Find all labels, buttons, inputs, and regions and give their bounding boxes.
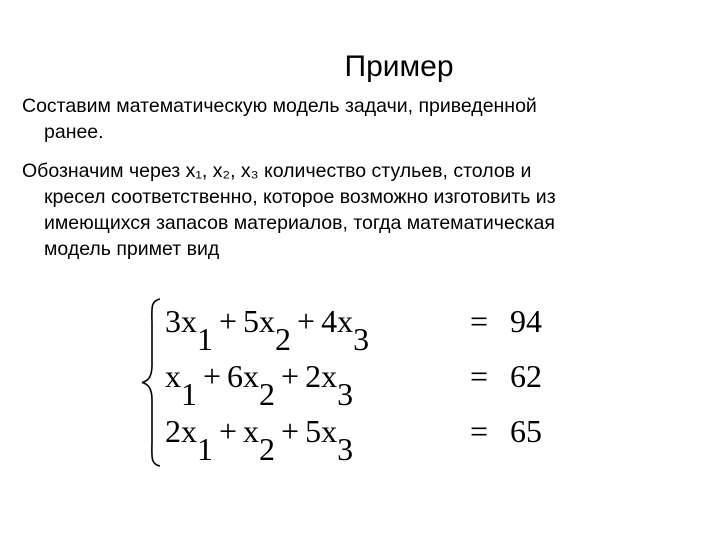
equation-lhs bbox=[165, 303, 370, 357]
term-subscript: 1 bbox=[197, 431, 213, 467]
term-subscript: 1 bbox=[197, 321, 213, 357]
term-coefficient: x bbox=[165, 358, 181, 394]
term-coefficient: 5x bbox=[243, 303, 276, 339]
plus-operator: + bbox=[219, 413, 238, 449]
equation-system bbox=[140, 295, 580, 470]
term-coefficient: 6x bbox=[227, 358, 260, 394]
equation-row bbox=[165, 303, 565, 359]
equation-rhs: 62 bbox=[510, 358, 542, 394]
intro-line-1: Составим математическую модель задачи, приведенной bbox=[22, 95, 537, 117]
definition-paragraph bbox=[22, 158, 702, 262]
equals-sign: = bbox=[470, 358, 489, 394]
term-subscript: 2 bbox=[275, 321, 292, 357]
term-coefficient: 5x bbox=[305, 413, 338, 449]
equation-row bbox=[165, 358, 565, 414]
intro-paragraph bbox=[22, 93, 702, 145]
equals-sign: = bbox=[470, 413, 489, 449]
equation-row bbox=[165, 413, 565, 469]
term-coefficient: x bbox=[243, 413, 260, 449]
equation-rhs: 65 bbox=[510, 413, 542, 449]
plus-operator: + bbox=[219, 303, 238, 339]
term-coefficient: 4x bbox=[321, 303, 354, 339]
plus-operator: + bbox=[281, 413, 300, 449]
equals-sign: = bbox=[470, 303, 489, 339]
term-subscript: 2 bbox=[259, 376, 276, 412]
equation-lhs bbox=[165, 413, 354, 467]
definition-line-4: модель примет вид bbox=[44, 238, 220, 260]
term-subscript: 3 bbox=[353, 321, 370, 357]
definition-line-1: Обозначим через x₁, x₂, x₃ количество стульев, столов и bbox=[22, 160, 532, 182]
plus-operator: + bbox=[281, 358, 300, 394]
plus-operator: + bbox=[203, 358, 222, 394]
slide-title: Пример bbox=[344, 50, 454, 83]
term-coefficient: 3x bbox=[165, 303, 197, 339]
plus-operator: + bbox=[297, 303, 316, 339]
left-brace-icon bbox=[140, 295, 164, 470]
definition-line-2: кресел соответственно, которое возможно изготовить из bbox=[44, 186, 556, 208]
equation-rhs: 94 bbox=[510, 303, 542, 339]
equation-lhs bbox=[165, 358, 354, 412]
intro-line-2: ранее. bbox=[44, 121, 104, 143]
term-subscript: 2 bbox=[259, 431, 276, 467]
term-subscript: 3 bbox=[337, 376, 354, 412]
term-coefficient: 2x bbox=[165, 413, 197, 449]
term-subscript: 1 bbox=[181, 376, 197, 412]
term-coefficient: 2x bbox=[305, 358, 338, 394]
term-subscript: 3 bbox=[337, 431, 354, 467]
definition-line-3: имеющихся запасов материалов, тогда математическая bbox=[44, 212, 555, 234]
